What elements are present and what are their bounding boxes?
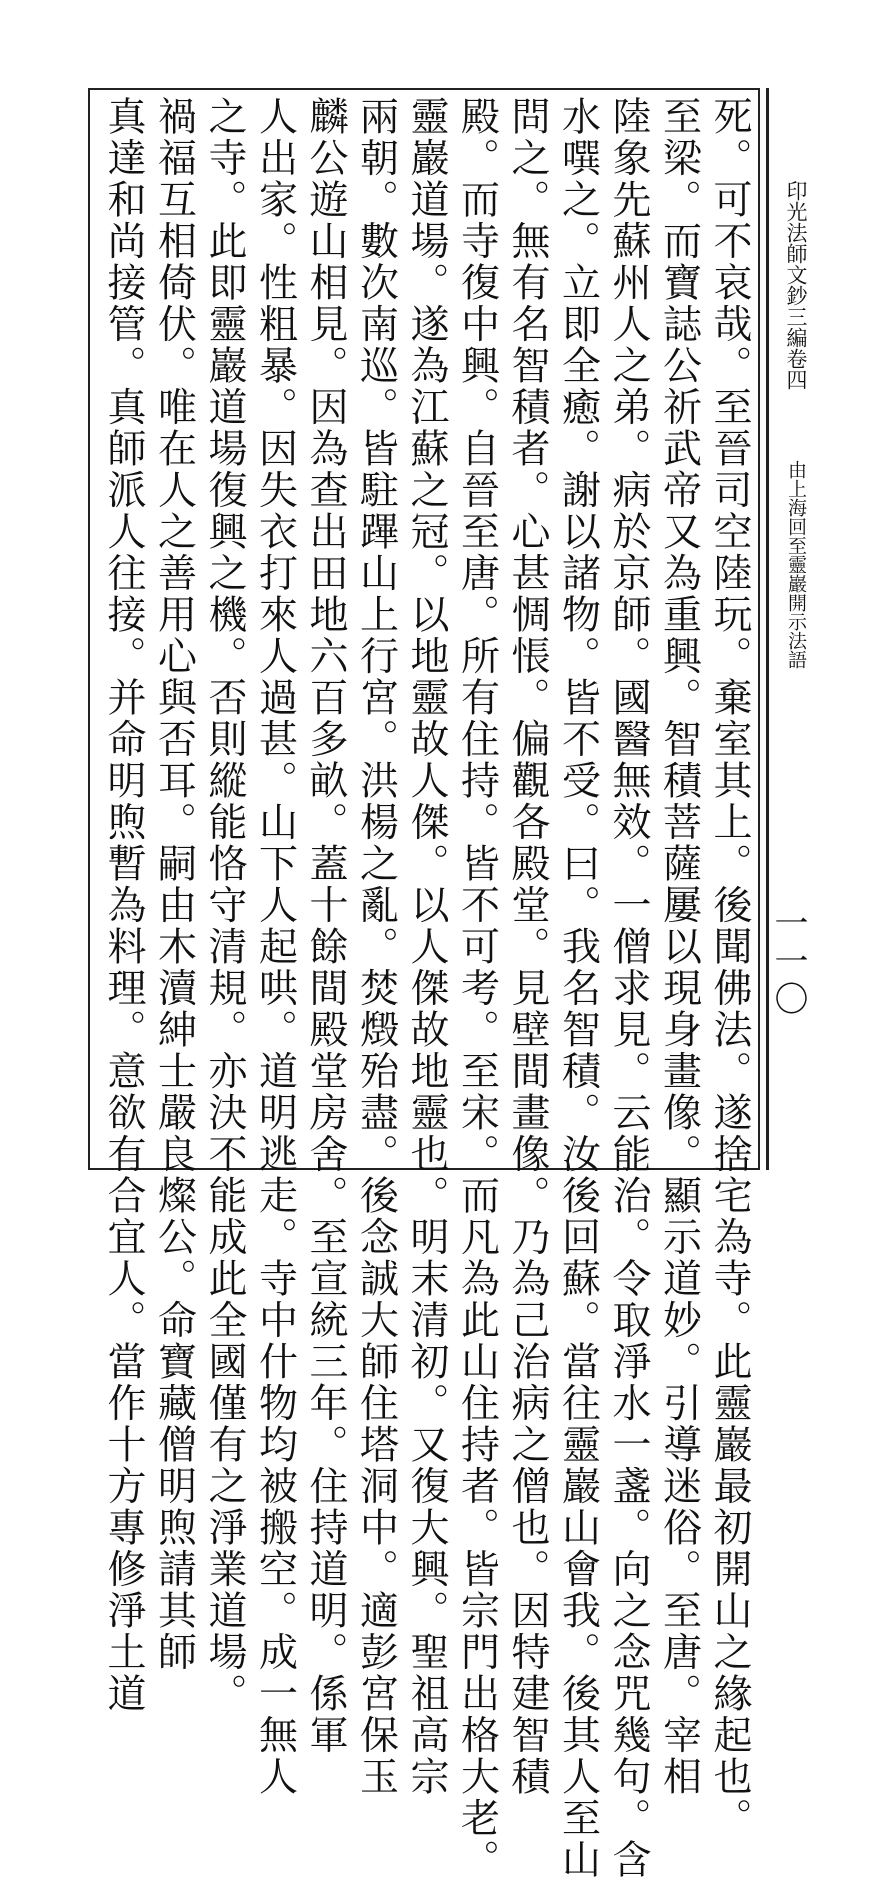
text-column-4: 水噀之。立即全癒。謝以諸物。皆不受。曰。我名智積。汝後回蘇。當往靈巖山會我。後其人至山 xyxy=(555,96,601,1881)
text-column-8: 兩朝。數次南巡。皆駐蹕山上行宮。洪楊之亂。焚燬殆盡。後念誠大師住塔洞中。適彭宮保玉 xyxy=(353,96,399,1798)
section-title: 由上海回至靈巖開示法語 xyxy=(785,460,807,669)
book-title: 印光法師文鈔三編卷四 xyxy=(784,180,808,390)
text-column-7: 靈巖道場。遂為江蘇之冠。以地靈故人傑。以人傑故地靈也。明末清初。又復大興。聖祖高宗 xyxy=(404,96,449,1798)
text-column-11: 之寺。此即靈巖道場復興之機。否則縱能恪守清規。亦決不能成此全國僅有之淨業道場。 xyxy=(202,96,247,1715)
text-column-12: 禍福互相倚伏。唯在人之善用心與否耳。嗣由木瀆紳士嚴良燦公。命寶藏僧明煦請其師 xyxy=(151,96,197,1673)
page-number: 一一〇 xyxy=(768,905,808,1019)
text-column-2: 至梁。而寶誌公祈武帝又為重興。智積菩薩屢以現身畫像。顯示道妙。引導迷俗。至唐。宰相 xyxy=(656,96,702,1798)
text-column-5: 問之。無有名智積者。心甚惆悵。偏觀各殿堂。見壁間畫像。乃為己治病之僧也。因特建智積 xyxy=(505,96,550,1798)
text-column-3: 陸象先蘇州人之弟。病於京師。國醫無效。一僧求見。云能治。令取淨水一盞。向之念咒幾句。含 xyxy=(606,96,651,1881)
body-text xyxy=(96,96,754,1881)
text-column-10: 人出家。性粗暴。因失衣打來人過甚。山下人起哄。道明逃走。寺中什物均被搬空。成一無人 xyxy=(252,96,298,1798)
text-column-9: 麟公遊山相見。因為查出田地六百多畝。蓋十餘間殿堂房舍。至宣統三年。住持道明。係軍 xyxy=(303,96,348,1756)
text-column-6: 殿。而寺復中興。自晉至唐。所有住持。皆不可考。至宋。而凡為此山住持者。皆宗門出格大老。 xyxy=(454,96,500,1881)
text-column-13: 真達和尚接管。真師派人往接。并命明煦暫為料理。意欲有合宜人。當作十方專修淨土道 xyxy=(101,96,146,1715)
text-column-1: 死。可不哀哉。至晉司空陸玩。棄室其上。後聞佛法。遂捨宅為寺。此靈巖最初開山之緣起也。 xyxy=(707,96,752,1839)
